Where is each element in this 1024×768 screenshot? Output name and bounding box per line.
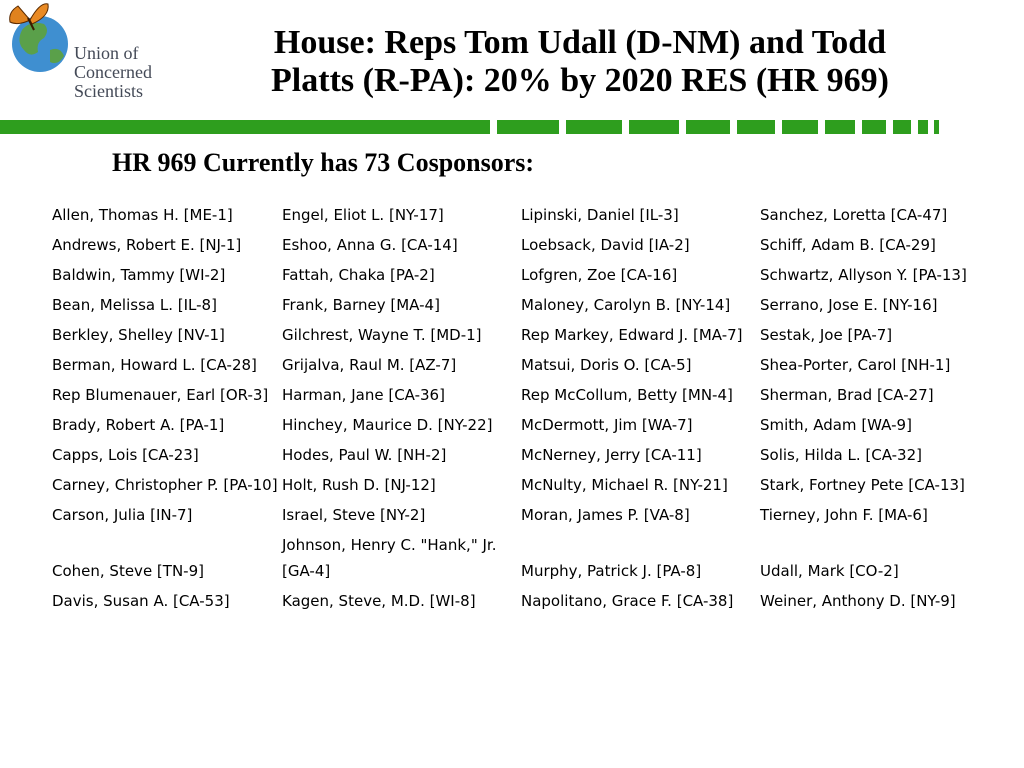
- cosponsor-entry: Bean, Melissa L. [IL-8]: [52, 296, 217, 314]
- header-divider: [0, 120, 1024, 134]
- logo-line: Union of: [74, 43, 139, 63]
- cosponsor-count-heading: HR 969 Currently has 73 Cosponsors:: [112, 148, 535, 177]
- cosponsor-entry: Sestak, Joe [PA-7]: [760, 326, 893, 344]
- cosponsor-entry: McNerney, Jerry [CA-11]: [521, 446, 702, 464]
- cosponsor-entry: Napolitano, Grace F. [CA-38]: [521, 592, 734, 610]
- logo-wordmark: [74, 44, 152, 101]
- cosponsor-entry: Engel, Eliot L. [NY-17]: [282, 206, 444, 224]
- cosponsor-entry: Brady, Robert A. [PA-1]: [52, 416, 225, 434]
- cosponsor-entry: Johnson, Henry C. "Hank," Jr. [GA-4]: [282, 536, 497, 580]
- cosponsor-entry: Stark, Fortney Pete [CA-13]: [760, 476, 965, 494]
- cosponsor-entry: Harman, Jane [CA-36]: [282, 386, 445, 404]
- cosponsor-entry: Kagen, Steve, M.D. [WI-8]: [282, 592, 476, 610]
- cosponsor-entry: Murphy, Patrick J. [PA-8]: [521, 562, 702, 580]
- cosponsor-entry: Cohen, Steve [TN-9]: [52, 562, 204, 580]
- cosponsor-entry: Holt, Rush D. [NJ-12]: [282, 476, 436, 494]
- slide-title: [210, 24, 950, 100]
- cosponsor-entry: Hodes, Paul W. [NH-2]: [282, 446, 447, 464]
- cosponsor-entry: Schwartz, Allyson Y. [PA-13]: [760, 266, 967, 284]
- cosponsor-entry: Udall, Mark [CO-2]: [760, 562, 899, 580]
- cosponsor-entry: Rep McCollum, Betty [MN-4]: [521, 386, 733, 404]
- cosponsor-entry: Eshoo, Anna G. [CA-14]: [282, 236, 458, 254]
- cosponsor-entry: Sanchez, Loretta [CA-47]: [760, 206, 948, 224]
- cosponsor-entry: Berkley, Shelley [NV-1]: [52, 326, 225, 344]
- cosponsor-entry: Rep Markey, Edward J. [MA-7]: [521, 326, 743, 344]
- cosponsor-entry: Gilchrest, Wayne T. [MD-1]: [282, 326, 482, 344]
- cosponsor-entry: Frank, Barney [MA-4]: [282, 296, 440, 314]
- cosponsor-entry: Hinchey, Maurice D. [NY-22]: [282, 416, 493, 434]
- cosponsor-entry: Shea-Porter, Carol [NH-1]: [760, 356, 951, 374]
- cosponsor-entry: Fattah, Chaka [PA-2]: [282, 266, 435, 284]
- cosponsor-entry: Carson, Julia [IN-7]: [52, 506, 193, 524]
- cosponsor-entry: Sherman, Brad [CA-27]: [760, 386, 934, 404]
- cosponsor-entry: Moran, James P. [VA-8]: [521, 506, 690, 524]
- logo-line: Scientists: [74, 81, 144, 101]
- cosponsor-entry: Rep Blumenauer, Earl [OR-3]: [52, 386, 269, 404]
- cosponsor-entry: Capps, Lois [CA-23]: [52, 446, 199, 464]
- slide-title-line: House: Reps Tom Udall (D-NM) and Todd: [273, 24, 887, 61]
- cosponsor-entry: Israel, Steve [NY-2]: [282, 506, 426, 524]
- cosponsor-entry: Lofgren, Zoe [CA-16]: [521, 266, 678, 284]
- cosponsor-entry: Davis, Susan A. [CA-53]: [52, 592, 230, 610]
- cosponsor-entry: Loebsack, David [IA-2]: [521, 236, 690, 254]
- cosponsor-entry: Allen, Thomas H. [ME-1]: [52, 206, 233, 224]
- cosponsor-entry: Serrano, Jose E. [NY-16]: [760, 296, 938, 314]
- ucs-logo: [0, 0, 180, 112]
- cosponsor-entry: Andrews, Robert E. [NJ-1]: [52, 236, 242, 254]
- cosponsor-entry: Carney, Christopher P. [PA-10]: [52, 476, 278, 494]
- cosponsor-entry: Tierney, John F. [MA-6]: [760, 506, 928, 524]
- cosponsor-entry: Berman, Howard L. [CA-28]: [52, 356, 257, 374]
- cosponsor-entry: McNulty, Michael R. [NY-21]: [521, 476, 728, 494]
- cosponsor-table: [52, 202, 1012, 618]
- cosponsor-entry: Solis, Hilda L. [CA-32]: [760, 446, 922, 464]
- cosponsor-entry: Weiner, Anthony D. [NY-9]: [760, 592, 956, 610]
- cosponsor-entry: Schiff, Adam B. [CA-29]: [760, 236, 936, 254]
- slide-title-line: Platts (R-PA): 20% by 2020 RES (HR 969): [271, 62, 889, 99]
- cosponsor-entry: McDermott, Jim [WA-7]: [521, 416, 693, 434]
- cosponsor-entry: Matsui, Doris O. [CA-5]: [521, 356, 692, 374]
- logo-line: Concerned: [74, 62, 152, 82]
- cosponsor-entry: Maloney, Carolyn B. [NY-14]: [521, 296, 731, 314]
- cosponsor-entry: Baldwin, Tammy [WI-2]: [52, 266, 226, 284]
- cosponsor-entry: Lipinski, Daniel [IL-3]: [521, 206, 679, 224]
- cosponsor-entry: Grijalva, Raul M. [AZ-7]: [282, 356, 457, 374]
- cosponsor-entry: Smith, Adam [WA-9]: [760, 416, 912, 434]
